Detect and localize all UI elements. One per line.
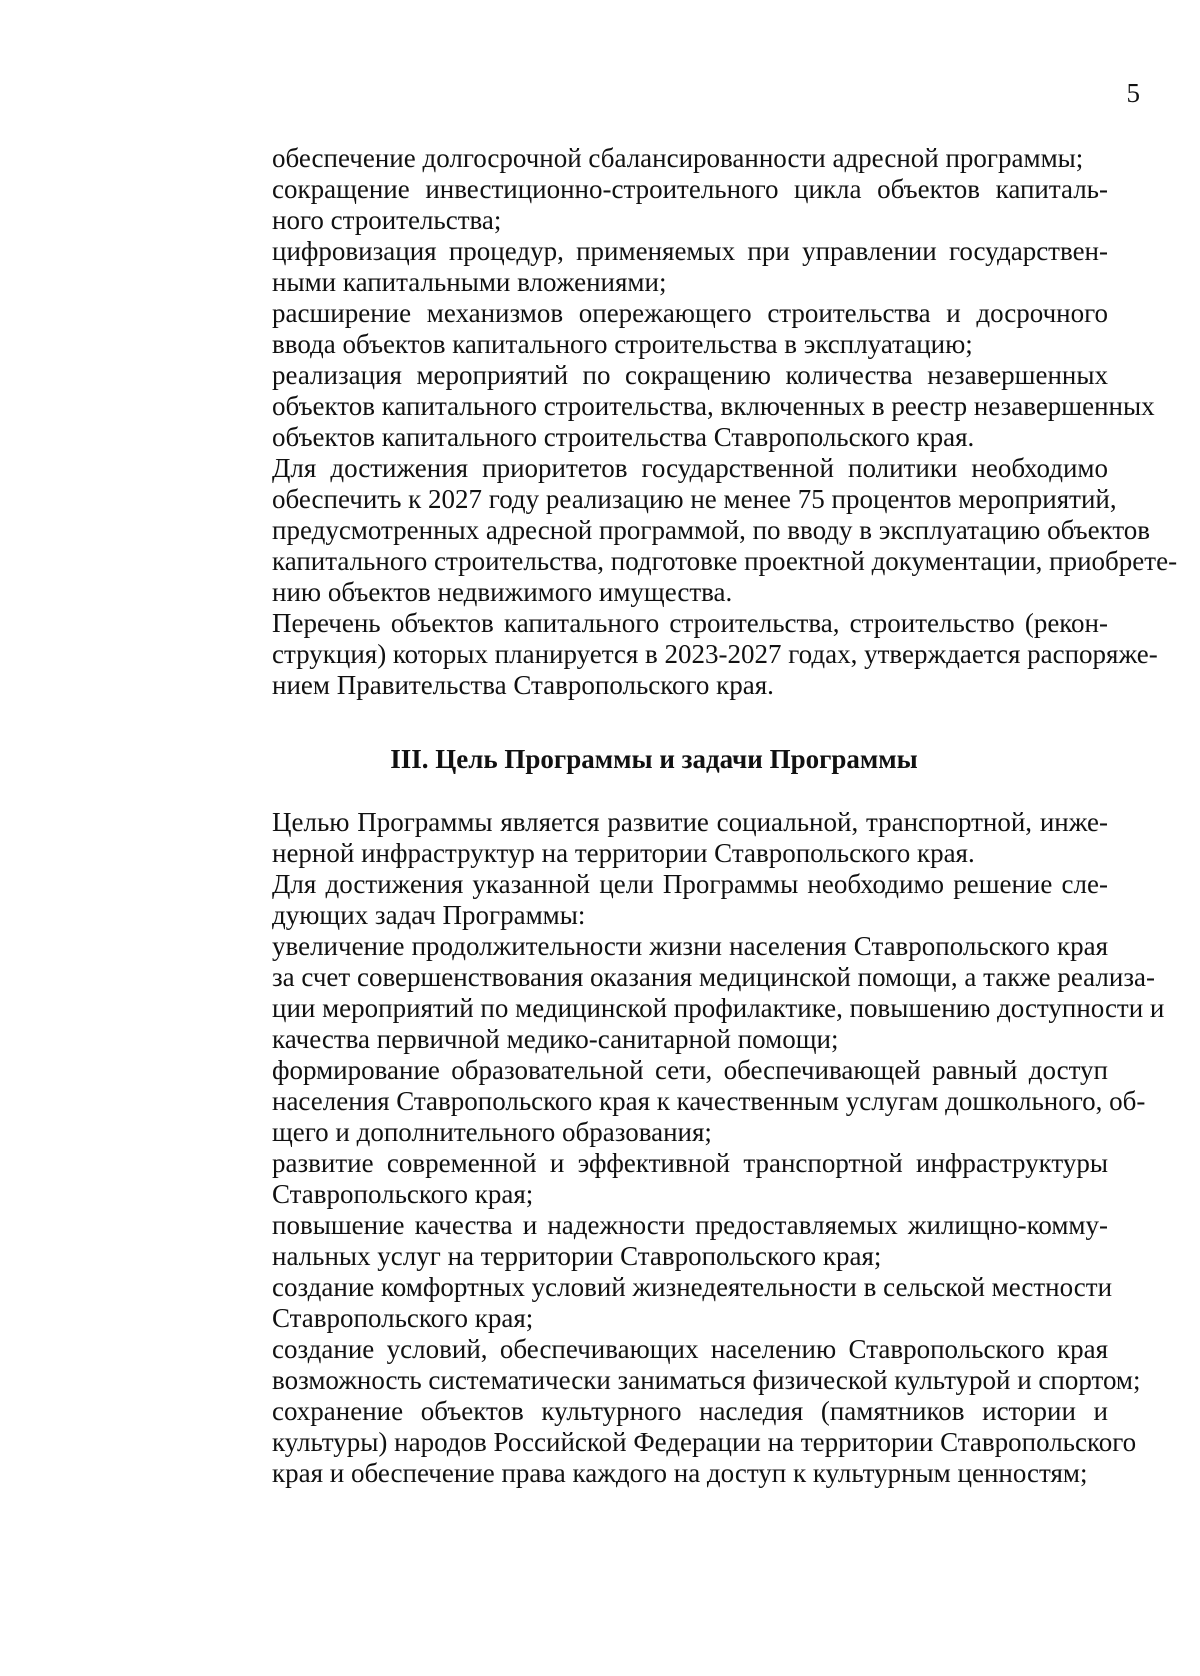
paragraph xyxy=(200,360,1155,453)
text-line: струкция) которых планируется в 2023-2027 годах, утверждается распоряже- xyxy=(272,639,1158,669)
text-line: Для достижения приоритетов государственной политики необходимо xyxy=(272,453,1108,483)
paragraph xyxy=(200,869,1108,931)
text-line: обеспечить к 2027 году реализацию не менее 75 процентов мероприятий, xyxy=(272,484,1117,514)
text-line: повышение качества и надежности предоставляемых жилищно-комму- xyxy=(272,1210,1108,1240)
paragraph xyxy=(200,143,1108,174)
text-line: цифровизация процедур, применяемых при управлении государствен- xyxy=(272,236,1108,266)
text-line: обеспечение долгосрочной сбалансированности адресной программы; xyxy=(272,143,1084,173)
text-line: реализация мероприятий по сокращению количества незавершенных xyxy=(272,360,1108,390)
text-line: края и обеспечение права каждого на доступ к культурным ценностям; xyxy=(272,1458,1088,1488)
paragraph xyxy=(200,608,1158,701)
paragraph xyxy=(200,931,1165,1055)
text-line: дующих задач Программы: xyxy=(272,900,586,930)
text-line: формирование образовательной сети, обеспечивающей равный доступ xyxy=(272,1055,1108,1085)
text-line: нию объектов недвижимого имущества. xyxy=(272,577,733,607)
section-heading: III. Цель Программы и задачи Программы xyxy=(390,744,918,774)
text-line: ными капитальными вложениями; xyxy=(272,267,667,297)
text-line: Перечень объектов капитального строительства, строительство (рекон- xyxy=(272,608,1108,638)
text-line: ввода объектов капитального строительства в эксплуатацию; xyxy=(272,329,973,359)
text-line: нальных услуг на территории Ставропольского края; xyxy=(272,1241,882,1271)
text-line: создание условий, обеспечивающих населению Ставропольского края xyxy=(272,1334,1108,1364)
text-line: сокращение инвестиционно-строительного цикла объектов капиталь- xyxy=(272,174,1108,204)
text-line: Ставропольского края; xyxy=(272,1179,534,1209)
text-line: расширение механизмов опережающего строительства и досрочного xyxy=(272,298,1108,328)
text-line: Для достижения указанной цели Программы необходимо решение сле- xyxy=(272,869,1108,899)
text-line: сохранение объектов культурного наследия (памятников истории и xyxy=(272,1396,1108,1426)
text-line: капитального строительства, подготовке проектной документации, приобрете- xyxy=(272,546,1178,576)
text-line: населения Ставропольского края к качественным услугам дошкольного, об- xyxy=(272,1086,1146,1116)
text-line: развитие современной и эффективной транспортной инфраструктуры xyxy=(272,1148,1108,1178)
text-line: Ставропольского края; xyxy=(272,1303,534,1333)
text-line: возможность систематически заниматься физической культурой и спортом; xyxy=(272,1365,1141,1395)
text-line: культуры) народов Российской Федерации на территории Ставропольского xyxy=(272,1427,1137,1457)
paragraph xyxy=(200,1055,1146,1148)
paragraph xyxy=(200,807,1108,869)
paragraph xyxy=(200,1396,1137,1489)
paragraph xyxy=(200,1334,1141,1396)
text-line: щего и дополнительного образования; xyxy=(272,1117,712,1147)
paragraph xyxy=(200,1272,1113,1334)
text-line: нерной инфраструктур на территории Ставропольского края. xyxy=(272,838,975,868)
paragraph xyxy=(200,174,1108,236)
text-line: ного строительства; xyxy=(272,205,502,235)
paragraph xyxy=(200,1210,1108,1272)
text-line: объектов капитального строительства, включенных в реестр незавершенных xyxy=(272,391,1155,421)
body-text-block-1 xyxy=(200,143,1178,701)
text-line: ции мероприятий по медицинской профилактике, повышению доступности и xyxy=(272,993,1165,1023)
text-line: за счет совершенствования оказания медицинской помощи, а также реализа- xyxy=(272,962,1155,992)
body-text-block-2 xyxy=(200,807,1165,1489)
text-line: Целью Программы является развитие социальной, транспортной, инже- xyxy=(272,807,1108,837)
text-line: предусмотренных адресной программой, по вводу в эксплуатацию объектов xyxy=(272,515,1151,545)
text-line: качества первичной медико-санитарной помощи; xyxy=(272,1024,839,1054)
text-line: увеличение продолжительности жизни населения Ставропольского края xyxy=(272,931,1108,961)
text-line: создание комфортных условий жизнедеятельности в сельской местности xyxy=(272,1272,1113,1302)
page-number: 5 xyxy=(1126,78,1140,108)
paragraph xyxy=(200,1148,1108,1210)
paragraph xyxy=(200,453,1178,608)
paragraph xyxy=(200,298,1108,360)
text-line: объектов капитального строительства Ставропольского края. xyxy=(272,422,975,452)
text-line: нием Правительства Ставропольского края. xyxy=(272,670,774,700)
paragraph xyxy=(200,236,1108,298)
